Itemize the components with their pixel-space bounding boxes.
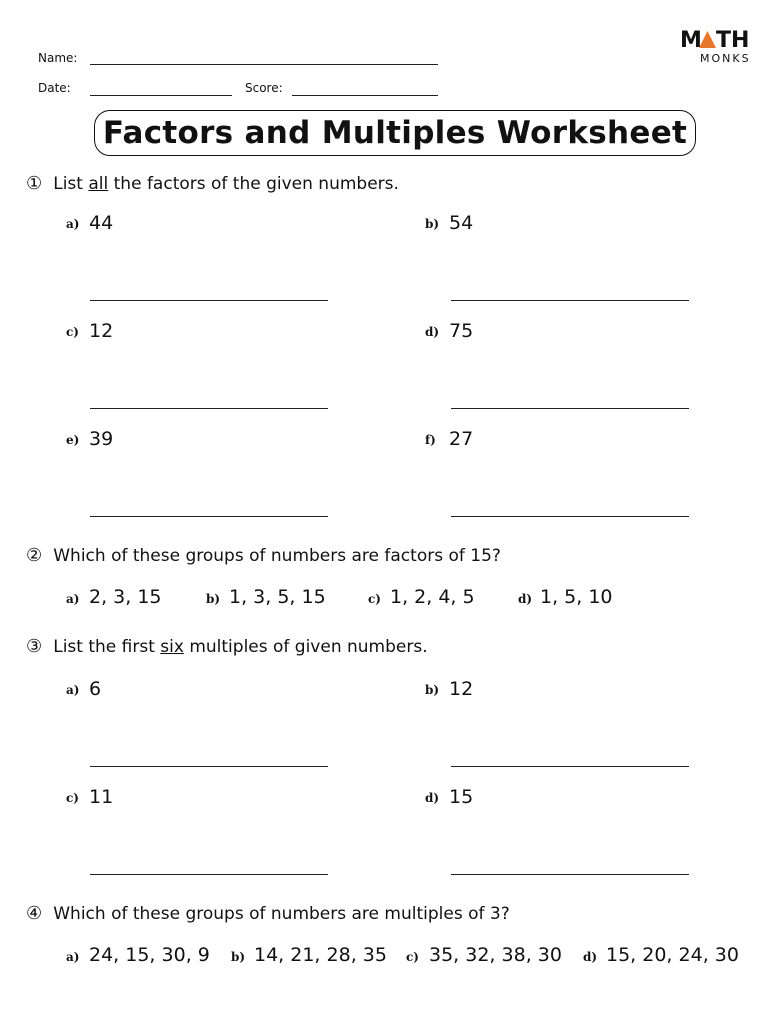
option-label: b) <box>231 950 246 964</box>
item-value: 12 <box>449 678 474 700</box>
item-label: b) <box>425 683 440 697</box>
item-label: c) <box>66 791 79 805</box>
answer-line[interactable] <box>90 766 328 767</box>
answer-line[interactable] <box>90 300 328 301</box>
answer-line[interactable] <box>90 874 328 875</box>
option-label: b) <box>206 592 221 606</box>
item-value: 54 <box>449 212 474 234</box>
item-label: d) <box>425 325 440 339</box>
option-value: 24, 15, 30, 9 <box>89 944 210 966</box>
option-value: 14, 21, 28, 35 <box>254 944 387 966</box>
item-value: 15 <box>449 786 474 808</box>
question-2 <box>26 545 501 566</box>
question-4-text: Which of these groups of numbers are multiples of 3? <box>53 904 510 924</box>
option-value: 35, 32, 38, 30 <box>429 944 562 966</box>
answer-line[interactable] <box>90 516 328 517</box>
question-2-text: Which of these groups of numbers are factors of 15? <box>53 546 501 566</box>
option-value: 2, 3, 15 <box>89 586 162 608</box>
item-label: a) <box>66 217 80 231</box>
question-number-3: ③ <box>26 636 43 657</box>
option-label: a) <box>66 950 80 964</box>
item-value: 39 <box>89 428 114 450</box>
logo-math-m: M <box>680 28 702 53</box>
option-label: d) <box>583 950 598 964</box>
name-field[interactable] <box>90 64 438 65</box>
item-value: 11 <box>89 786 114 808</box>
item-value: 27 <box>449 428 474 450</box>
score-label: Score: <box>245 81 283 95</box>
item-value: 6 <box>89 678 102 700</box>
item-label: d) <box>425 791 440 805</box>
question-3-text: List the first six multiples of given numbers. <box>53 637 428 657</box>
answer-line[interactable] <box>451 874 689 875</box>
item-value: 75 <box>449 320 474 342</box>
option-label: d) <box>518 592 533 606</box>
option-label: a) <box>66 592 80 606</box>
question-1-text: List all the factors of the given numbers. <box>53 174 399 194</box>
item-label: f) <box>425 433 436 447</box>
option-value: 1, 5, 10 <box>540 586 613 608</box>
item-label: e) <box>66 433 80 447</box>
option-value: 1, 2, 4, 5 <box>390 586 475 608</box>
item-label: a) <box>66 683 80 697</box>
question-1 <box>26 173 399 194</box>
option-label: c) <box>368 592 381 606</box>
score-field[interactable] <box>292 95 438 96</box>
answer-line[interactable] <box>451 408 689 409</box>
item-value: 12 <box>89 320 114 342</box>
triangle-icon <box>699 31 716 48</box>
date-label: Date: <box>38 81 71 95</box>
name-label: Name: <box>38 51 78 65</box>
option-value: 15, 20, 24, 30 <box>606 944 739 966</box>
answer-line[interactable] <box>451 766 689 767</box>
answer-line[interactable] <box>90 408 328 409</box>
answer-line[interactable] <box>451 516 689 517</box>
question-number-1: ① <box>26 173 43 194</box>
title-box <box>94 110 696 156</box>
option-value: 1, 3, 5, 15 <box>229 586 326 608</box>
option-label: c) <box>406 950 419 964</box>
item-label: c) <box>66 325 79 339</box>
question-number-4: ④ <box>26 903 43 924</box>
question-4 <box>26 903 510 924</box>
answer-line[interactable] <box>451 300 689 301</box>
item-label: b) <box>425 217 440 231</box>
date-field[interactable] <box>90 95 232 96</box>
logo-math-th: TH <box>716 28 750 53</box>
logo-sub: MONKS <box>700 52 751 65</box>
question-number-2: ② <box>26 545 43 566</box>
math-monks-logo <box>680 28 750 78</box>
item-value: 44 <box>89 212 114 234</box>
question-3 <box>26 636 428 657</box>
page-title: Factors and Multiples Worksheet <box>102 115 688 151</box>
